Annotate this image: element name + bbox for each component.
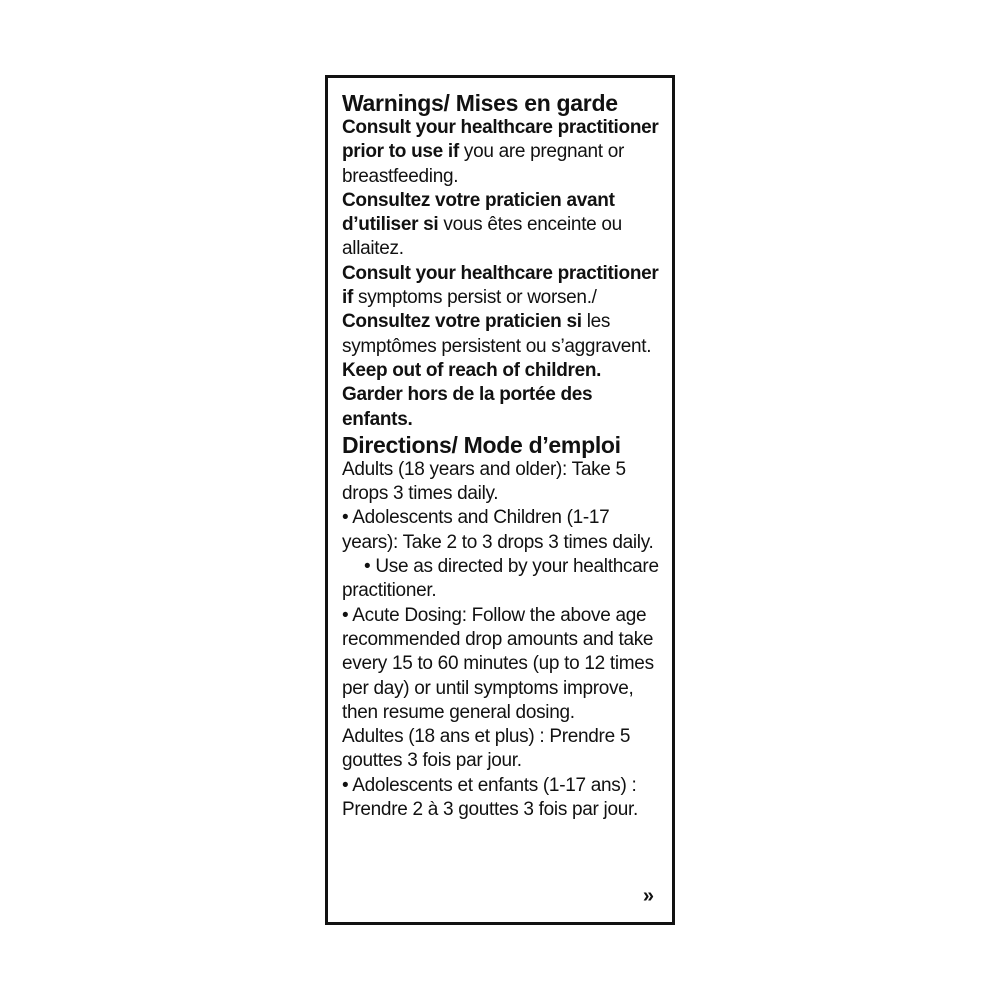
warning-symptoms-en-bold: Consult your healthcare practitioner if bbox=[342, 262, 659, 309]
warning-children-en-text: Keep out of reach of children. bbox=[342, 359, 602, 381]
directions-adolescents-en-text: • Adolescents and Children (1-17 years): Take 2 to 3 drops 3 times daily. bbox=[342, 507, 654, 553]
warning-pregnancy-en-text: you are pregnant or breastfeeding. bbox=[342, 141, 625, 187]
directions-adolescents-en bbox=[342, 506, 664, 603]
label-panel bbox=[325, 75, 675, 925]
directions-as-directed-en: • Use as directed by your healthcare practitioner. bbox=[342, 556, 659, 602]
warning-symptoms-en-text: symptoms persist or worsen./ bbox=[353, 287, 597, 309]
warning-pregnancy-fr-bold: Consultez votre praticien avant d’utiliser si bbox=[342, 189, 615, 236]
directions-acute-en: • Acute Dosing: Follow the above age recommended drop amounts and take every 15 to 60 minutes (up to 12 times per day) or until symptoms improve, then resume general dosing. bbox=[342, 604, 654, 723]
warning-pregnancy-en bbox=[342, 116, 664, 189]
warning-pregnancy-fr-text: vous êtes enceinte ou allaitez. bbox=[342, 214, 622, 260]
warning-children-fr bbox=[342, 383, 664, 432]
directions-adults-fr: Adultes (18 ans et plus) : Prendre 5 gouttes 3 fois par jour. bbox=[342, 726, 631, 772]
warning-symptoms-fr-text: les symptômes persistent ou s’aggravent. bbox=[342, 311, 652, 357]
continue-arrow-icon: » bbox=[642, 885, 652, 907]
warning-symptoms bbox=[342, 262, 664, 359]
label-content bbox=[342, 90, 664, 822]
directions-adults-en: Adults (18 years and older): Take 5 drops 3 times daily. bbox=[342, 458, 626, 505]
warnings-heading: Warnings/ Mises en garde bbox=[342, 90, 618, 116]
warning-pregnancy-fr bbox=[342, 189, 664, 262]
warning-children-fr-text: Garder hors de la portée des enfants. bbox=[342, 384, 593, 430]
directions-adolescents-fr: • Adolescents et enfants (1-17 ans) : Prendre 2 à 3 gouttes 3 fois par jour. bbox=[342, 774, 638, 821]
warning-symptoms-fr-bold: Consultez votre praticien si bbox=[342, 311, 582, 333]
directions-heading: Directions/ Mode d’emploi bbox=[342, 431, 621, 458]
warning-children-en bbox=[342, 359, 664, 383]
warning-pregnancy-en-bold: Consult your healthcare practitioner prior to use if bbox=[342, 117, 659, 163]
